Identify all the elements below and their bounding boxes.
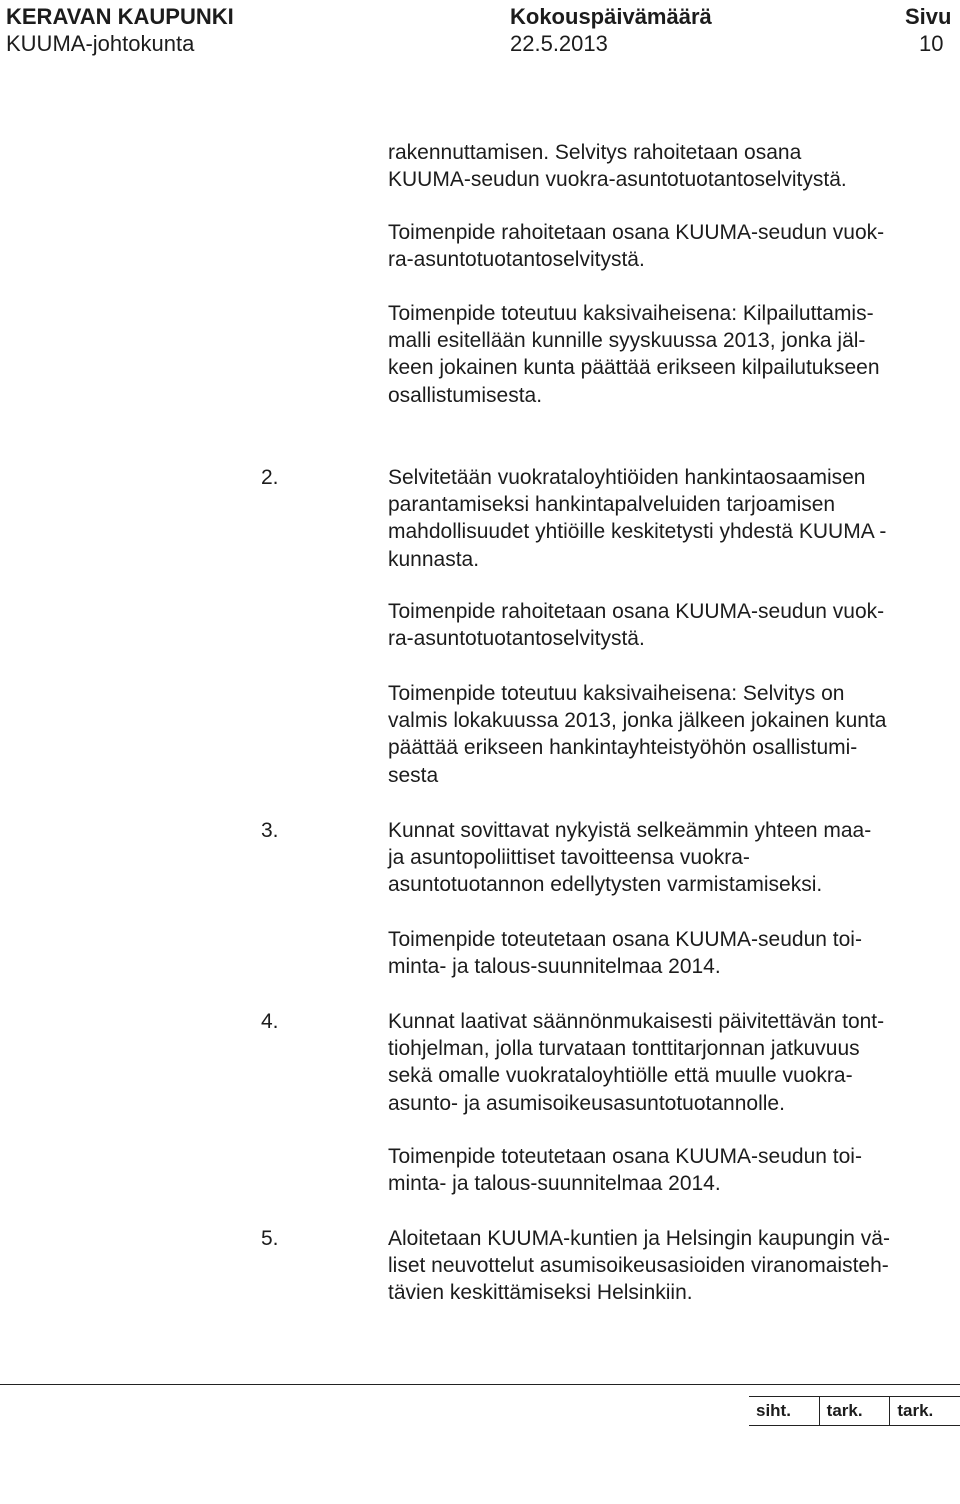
list-item-number-2: 2. xyxy=(261,466,279,489)
paragraph-continuation: rakennuttamisen. Selvitys rahoitetaan osana KUUMA-seudun vuokra-asuntotuotantoselvitystä. xyxy=(388,141,847,192)
sign-cell-checker-1: tark. xyxy=(820,1397,891,1425)
list-item-number-3: 3. xyxy=(261,819,279,842)
footer-divider xyxy=(0,1384,960,1385)
org-name: KERAVAN KAUPUNKI xyxy=(6,4,234,29)
paragraph-funding: Toimenpide rahoitetaan osana KUUMA-seudun vuok- ra-asuntotuotantoselvitystä. xyxy=(388,221,885,272)
list-item-number-4: 4. xyxy=(261,1010,279,1033)
board-name: KUUMA-johtokunta xyxy=(6,31,195,56)
list-item-text-3: Kunnat sovittavat nykyistä selkeämmin yhteen maa- ja asuntopoliittiset tavoitteensa vuokra- asuntotuotannon edellytysten varmistamiseksi. xyxy=(388,819,872,897)
list-item-funding-3: Toimenpide toteutetaan osana KUUMA-seudun toi- minta- ja talous-suunnitelmaa 2014. xyxy=(388,928,862,979)
list-item-number-5: 5. xyxy=(261,1227,279,1250)
date-label: Kokouspäivämäärä xyxy=(510,4,712,29)
paragraph-implementation: Toimenpide toteutuu kaksivaiheisena: Kilpailuttamis- malli esitellään kunnille syyskuussa 2013, jonka jäl- keen jokainen kunta päättää erikseen kilpailutukseen osallistumisesta. xyxy=(388,302,880,407)
list-item-text-5: Aloitetaan KUUMA-kuntien ja Helsingin kaupungin vä- liset neuvottelut asumisoikeusasioiden viranomaisteh- tävien keskittämiseksi Helsinkiin. xyxy=(388,1227,890,1305)
signature-box xyxy=(749,1396,960,1426)
list-item-funding-2: Toimenpide rahoitetaan osana KUUMA-seudun vuok- ra-asuntotuotantoselvitystä. xyxy=(388,600,885,651)
sign-cell-secretary: siht. xyxy=(749,1397,820,1425)
list-item-funding-4: Toimenpide toteutetaan osana KUUMA-seudun toi- minta- ja talous-suunnitelmaa 2014. xyxy=(388,1145,862,1196)
header-organization xyxy=(6,3,234,57)
sign-cell-checker-2: tark. xyxy=(897,1401,934,1420)
list-item-text-4: Kunnat laativat säännönmukaisesti päivitettävän tont- tiohjelman, jolla turvataan tonttitarjonnan jatkuvuus sekä omalle vuokrataloyhtiölle että muulle vuokra- asunto- ja asumisoikeusasuntotuotannolle. xyxy=(388,1010,885,1115)
page-number: 10 xyxy=(919,31,944,56)
list-item-text-2: Selvitetään vuokrataloyhtiöiden hankintaosaamisen parantamiseksi hankintapalveluiden tarjoamisen mahdollisuudet yhtiöille keskitetysti yhdestä KUUMA - kunnasta. xyxy=(388,466,887,571)
header-page xyxy=(905,3,951,57)
list-item-note-2: Toimenpide toteutuu kaksivaiheisena: Selvitys on valmis lokakuussa 2013, jonka jälkeen jokainen kunta päättää erikseen hankintayhteistyöhön osallistumi- sesta xyxy=(388,682,887,787)
page-label: Sivu xyxy=(905,4,952,29)
meeting-date: 22.5.2013 xyxy=(510,31,608,56)
header-date xyxy=(510,3,712,57)
